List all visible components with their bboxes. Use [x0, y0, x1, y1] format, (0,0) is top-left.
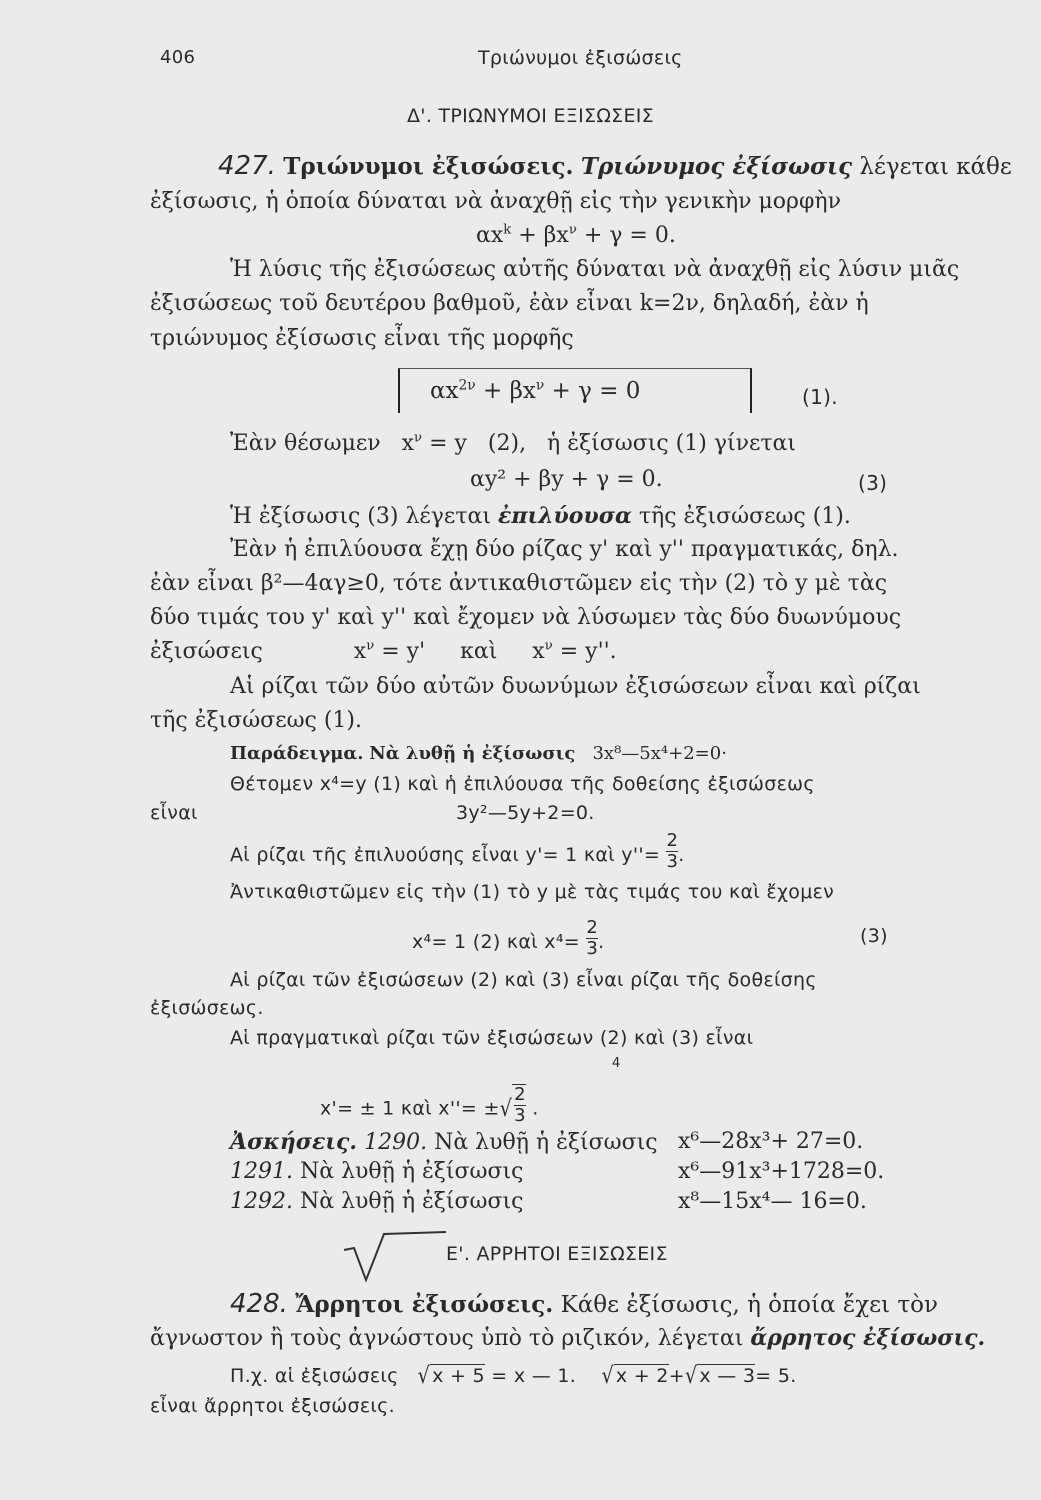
term-resolvent: ἐπιλύουσα [497, 503, 632, 529]
general-form-equation: $\alpha x^k + \beta x^\nu + \gamma = 0$. [476, 222, 676, 248]
text-line: Θέτομεν x⁴=y (1) καὶ ἡ ἐπιλύουσα τῆς δοθείσης ἐξισώσεως [230, 773, 815, 795]
text-line: Ἐὰν θέσωμεν $x^\nu = y$ (2), ἡ ἐξίσωσις (1) γίνεται [230, 430, 797, 456]
exercise-number: 1292. [230, 1189, 293, 1214]
text-line: τῆς ἐξισώσεως (1). [150, 708, 362, 733]
text-line: Αἱ πραγματικαὶ ρίζαι τῶν ἐξισώσεων (2) καὶ (3) εἶναι [230, 1027, 754, 1049]
resolvent-equation: αy² + βy + γ = 0. [470, 467, 663, 492]
exercise-equation: x⁸—15x⁴— 16=0. [678, 1189, 867, 1214]
denominator: 3 [586, 938, 599, 959]
exercise-equation: x⁶—28x³+ 27=0. [678, 1129, 864, 1154]
paragraph-428-line1 [230, 1290, 938, 1319]
text-line [230, 502, 851, 531]
text-span: τῆς ἐξισώσεως (1). [638, 504, 851, 529]
section-heading-d: Δ'. ΤΡΙΩΝΥΜΟΙ ΕΞΙΣΩΣΕΙΣ [407, 105, 654, 127]
text-span: Ἡ ἐξίσωσις (3) λέγεται [230, 504, 491, 529]
exercise-1290 [230, 1128, 658, 1157]
text-line: Ἀντικαθιστῶμεν εἰς τὴν (1) τὸ y μὲ τὰς τιμάς του καὶ ἔχομεν [230, 881, 835, 903]
fraction-two-thirds [666, 831, 678, 872]
radical-sign: √ [601, 1362, 614, 1390]
text-span: x'= ± 1 καὶ x''= ± [320, 1097, 500, 1120]
radicand: x + 5 [432, 1365, 485, 1387]
text-span: λέγεται κάθε [859, 154, 1012, 180]
paragraph-427-line1 [218, 152, 1012, 181]
text-span: = x — 1. [491, 1365, 577, 1387]
text-span: 3x⁸—5x⁴+2=0· [592, 743, 727, 764]
numerator: 2 [666, 830, 679, 851]
radical-sign: √ [417, 1362, 431, 1390]
paragraph-number: 428. [230, 1289, 288, 1319]
text-line: Αἱ ρίζαι τῆς ἐπιλυούσης εἶναι y'= 1 καὶ y''= $\frac{2}{3}$ . [230, 830, 685, 872]
text-line: ἐξισώσεως τοῦ δευτέρου βαθμοῦ, ἐὰν εἶναι k=2ν, δηλαδή, ἐὰν ἡ [150, 291, 869, 316]
text-line: εἶναι [150, 802, 198, 824]
text-line [150, 1324, 985, 1353]
text-line: 3y²—5y+2=0. [456, 802, 595, 824]
example-header [230, 740, 727, 768]
text-span: Νὰ λυθῇ ἡ ἐξίσωσις [434, 1130, 658, 1155]
text-line: ἐξισώσεως. [150, 997, 264, 1019]
term-irrational-equation: ἄρρητος ἐξίσωσις. [750, 1325, 986, 1351]
numerator: 2 [514, 1084, 526, 1105]
text-span: Αἱ ρίζαι τῆς ἐπιλυούσης εἶναι y'= 1 καὶ y''= [230, 844, 661, 866]
fraction-two-thirds [586, 918, 598, 959]
text-line: Αἱ ρίζαι τῶν ἐξισώσεων (2) καὶ (3) εἶναι ρίζαι τῆς δοθείσης [230, 969, 817, 991]
paragraph-title: Τριώνυμοι ἐξισώσεις. [283, 153, 574, 180]
text-line: δύο τιμάς του y' καὶ y'' καὶ ἔχομεν νὰ λύσωμεν τὰς δύο δυωνύμους [150, 605, 902, 630]
text-line: ἐξίσωσις, ἡ ὁποία δύναται νὰ ἀναχθῇ εἰς τὴν γενικὴν μορφὴν [150, 189, 841, 214]
exercise-equation: x⁶—91x³+1728=0. [678, 1159, 885, 1184]
exercises-label: Ἀσκήσεις. [230, 1129, 358, 1155]
radical-sign: √ [684, 1362, 698, 1390]
equation-label-3: (3) [858, 471, 888, 495]
equation-label: (3) [860, 925, 888, 947]
text-span: Νὰ λυθῇ ἡ ἐξίσωσις [299, 1159, 524, 1184]
text-span: = 5. [755, 1365, 797, 1387]
text-span: ἄγνωστον ἢ τοὺς ἀγνώστους ὑπὸ τὸ ριζικόν, λέγεται [150, 1326, 744, 1351]
exercise-number: 1291. [230, 1159, 293, 1184]
section-heading-e: Ε'. ΑΡΡΗΤΟΙ ΕΞΙΣΩΣΕΙΣ [446, 1243, 668, 1265]
text-line: x'= ± 1 καὶ x''= ±√ $\frac{2}{3}$ . [320, 1084, 539, 1126]
exercise-1291 [230, 1158, 523, 1186]
example-label: Παράδειγμα. [230, 743, 364, 764]
text-line: Ἡ λύσις τῆς ἐξισώσεως αὐτῆς δύναται νὰ ἀναχθῇ εἰς λύσιν μιᾶς [230, 257, 960, 282]
fraction-two-thirds [512, 1084, 526, 1126]
radicand: x — 3 [699, 1365, 756, 1387]
text-line: Αἱ ρίζαι τῶν δύο αὐτῶν δυωνύμων ἐξισώσεων εἶναι καὶ ρίζαι [230, 674, 921, 699]
denominator: 3 [514, 1105, 526, 1126]
radicand: x + 2 [615, 1365, 669, 1387]
text-line: εἶναι ἄρρητοι ἐξισώσεις. [150, 1395, 395, 1417]
equation-label-1: (1). [802, 385, 838, 409]
paragraph-number: 427. [218, 151, 276, 181]
exercise-number: 1290. [364, 1130, 428, 1155]
running-title: Τριώνυμοι ἐξισώσεις [478, 47, 683, 69]
radical-sign: √ [499, 1095, 513, 1122]
text-span: Κάθε ἐξίσωσις, ἡ ὁποία ἔχει τὸν [560, 1292, 938, 1318]
denominator: 3 [666, 851, 679, 872]
root-index: 4 [612, 1056, 621, 1071]
paragraph-title: Ἄρρητοι ἐξισώσεις. [295, 1291, 554, 1318]
numerator: 2 [586, 917, 599, 938]
text-line: ἐξισώσεις $x^\nu = y'$ καὶ $x^\nu = y''$. [150, 638, 617, 664]
text-line: Π.χ. αἱ ἐξισώσεις √ x + 5 = x — 1. √ x + 2+√ x — 3= 5. [230, 1362, 797, 1390]
text-line: τριώνυμος ἐξίσωσις εἶναι τῆς μορφῆς [150, 326, 574, 351]
page-number: 406 [160, 47, 196, 68]
text-line: Ἐὰν ἡ ἐπιλύουσα ἔχῃ δύο ρίζας y' καὶ y'' πραγματικάς, δηλ. [230, 537, 899, 562]
text-span: Νὰ λυθῇ ἡ ἐξίσωσις [299, 1189, 524, 1214]
text-span: x⁴= 1 (2) καὶ x⁴= [412, 931, 580, 953]
text-line: ἐὰν εἶναι β²—4αγ≥0, τότε ἀντικαθιστῶμεν εἰς τὴν (2) τὸ y μὲ τὰς [150, 571, 888, 596]
text-span: Νὰ λυθῇ ἡ ἐξίσωσις [369, 743, 576, 764]
text-span: Π.χ. αἱ ἐξισώσεις [230, 1365, 399, 1387]
definition-term: Τριώνυμος ἐξίσωσις [580, 153, 853, 180]
text-line: x⁴= 1 (2) καὶ x⁴= $\frac{2}{3}$ . [412, 917, 605, 959]
exercise-1292 [230, 1188, 523, 1216]
boxed-equation: $\alpha x^{2\nu} + \beta x^\nu + \gamma = 0$ [430, 377, 641, 404]
radical-mark-icon [340, 1228, 450, 1288]
